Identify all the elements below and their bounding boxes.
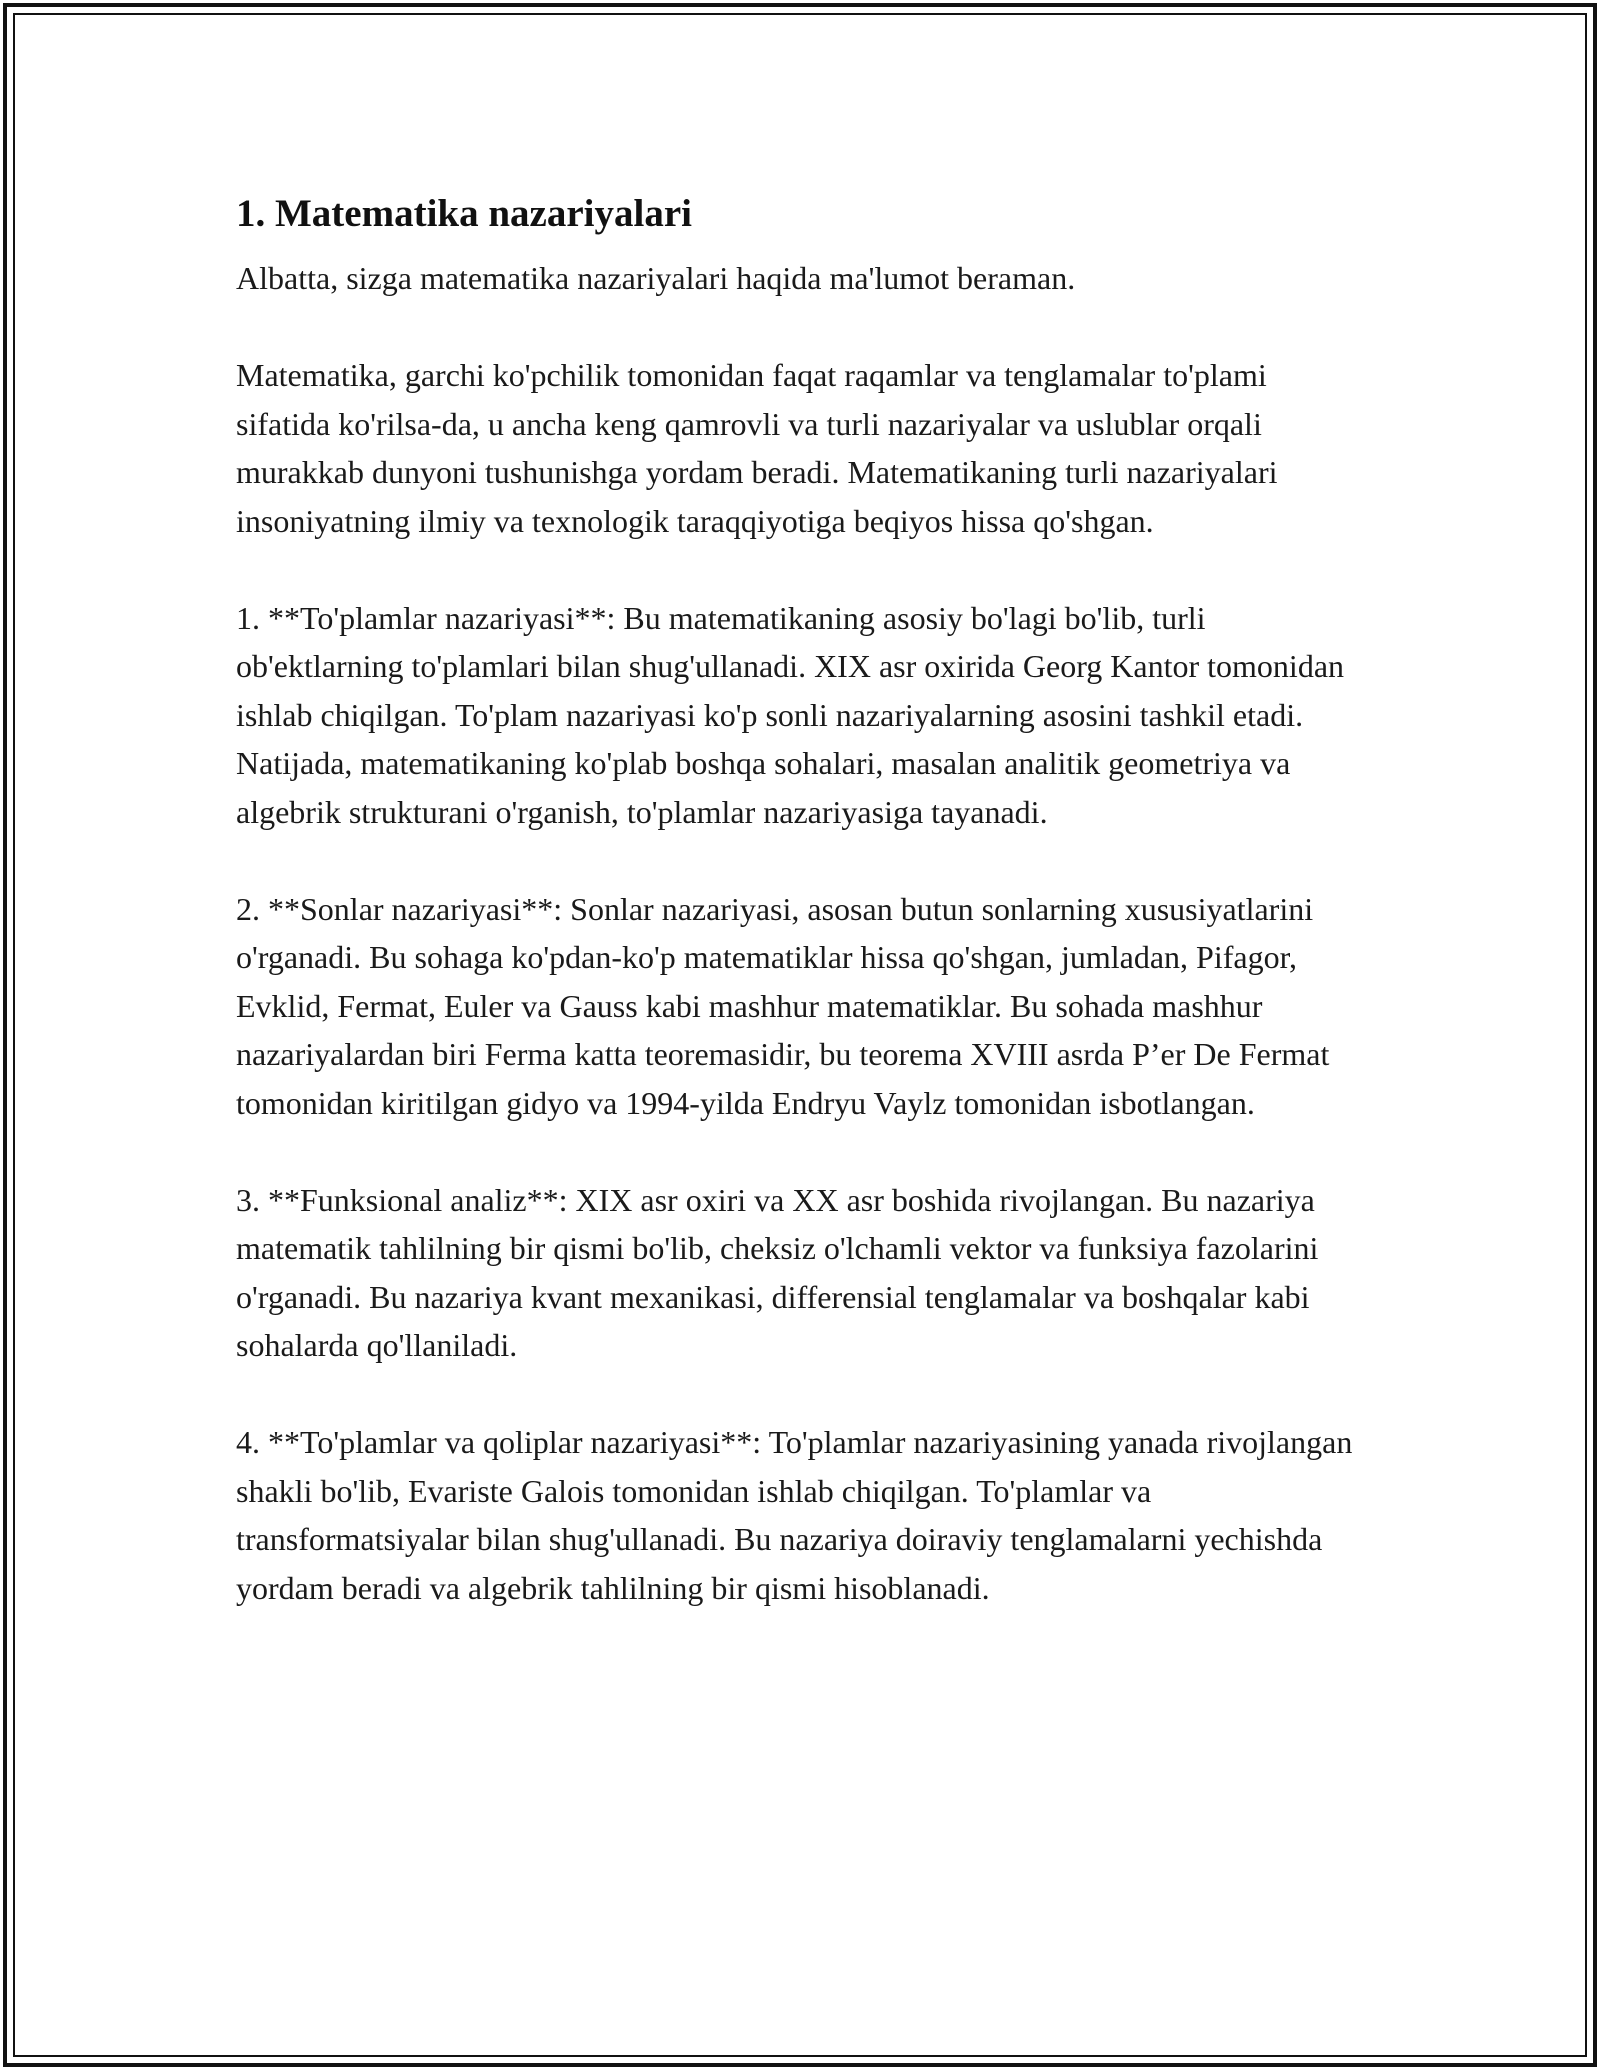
document-title: 1. Matematika nazariyalari <box>236 192 692 235</box>
list-item-functional-analysis: 3. **Funksional analiz**: XIX asr oxiri va XX asr boshida rivojlangan. Bu nazariya matematik tahlilning bir qismi bo'lib, cheksiz o'lchamli vektor va funksiya fazolarini o'rganadi. Bu nazariya kvant mexanikasi, differensial tenglamalar va boshqalar kabi sohalarda qo'llaniladi. <box>236 1181 1319 1363</box>
overview-paragraph: Matematika, garchi ko'pchilik tomonidan faqat raqamlar va tenglamalar to'plami sifatida ko'rilsa-da, u ancha keng qamrovli va turli nazariyalar va uslublar orqali murakkab dunyoni tushunishga yordam beradi. Matematikaning turli nazariyalari insoniyatning ilmiy va texnologik taraqqiyotiga beqiyos hissa qo'shgan. <box>236 357 1278 539</box>
document-body <box>236 186 1366 1612</box>
list-item-number-theory: 2. **Sonlar nazariyasi**: Sonlar nazariyasi, asosan butun sonlarning xususiyatlarini o'rganadi. Bu sohaga ko'pdan-ko'p matematiklar hissa qo'shgan, jumladan, Pifagor, Evklid, Fermat, Euler va Gauss kabi mashhur matematiklar. Bu sohada mashhur nazariyalardan biri Ferma katta teoremasidir, bu teorema XVIII asrda P’er De Fermat tomonidan kiritilgan gidyo va 1994-yilda Endryu Vaylz tomonidan isbotlangan. <box>236 890 1330 1121</box>
list-item-set-theory: 1. **To'plamlar nazariyasi**: Bu matematikaning asosiy bo'lagi bo'lib, turli ob'ektlarning to'plamlari bilan shug'ullanadi. XIX asr oxirida Georg Kantor tomonidan ishlab chiqilgan. To'plam nazariyasi ko'p sonli nazariyalarning asosini tashkil etadi. Natijada, matematikaning ko'plab boshqa sohalari, masalan analitik geometriya va algebrik strukturani o'rganish, to'plamlar nazariyasiga tayanadi. <box>236 599 1345 830</box>
intro-paragraph: Albatta, sizga matematika nazariyalari haqida ma'lumot beraman. <box>236 260 1076 296</box>
list-item-sets-and-templates-theory: 4. **To'plamlar va qoliplar nazariyasi**: To'plamlar nazariyasining yanada rivojlangan shakli bo'lib, Evariste Galois tomonidan ishlab chiqilgan. To'plamlar va transformatsiyalar bilan shug'ullanadi. Bu nazariya doiraviy tenglamalarni yechishda yordam beradi va algebrik tahlilning bir qismi hisoblanadi. <box>236 1424 1353 1606</box>
